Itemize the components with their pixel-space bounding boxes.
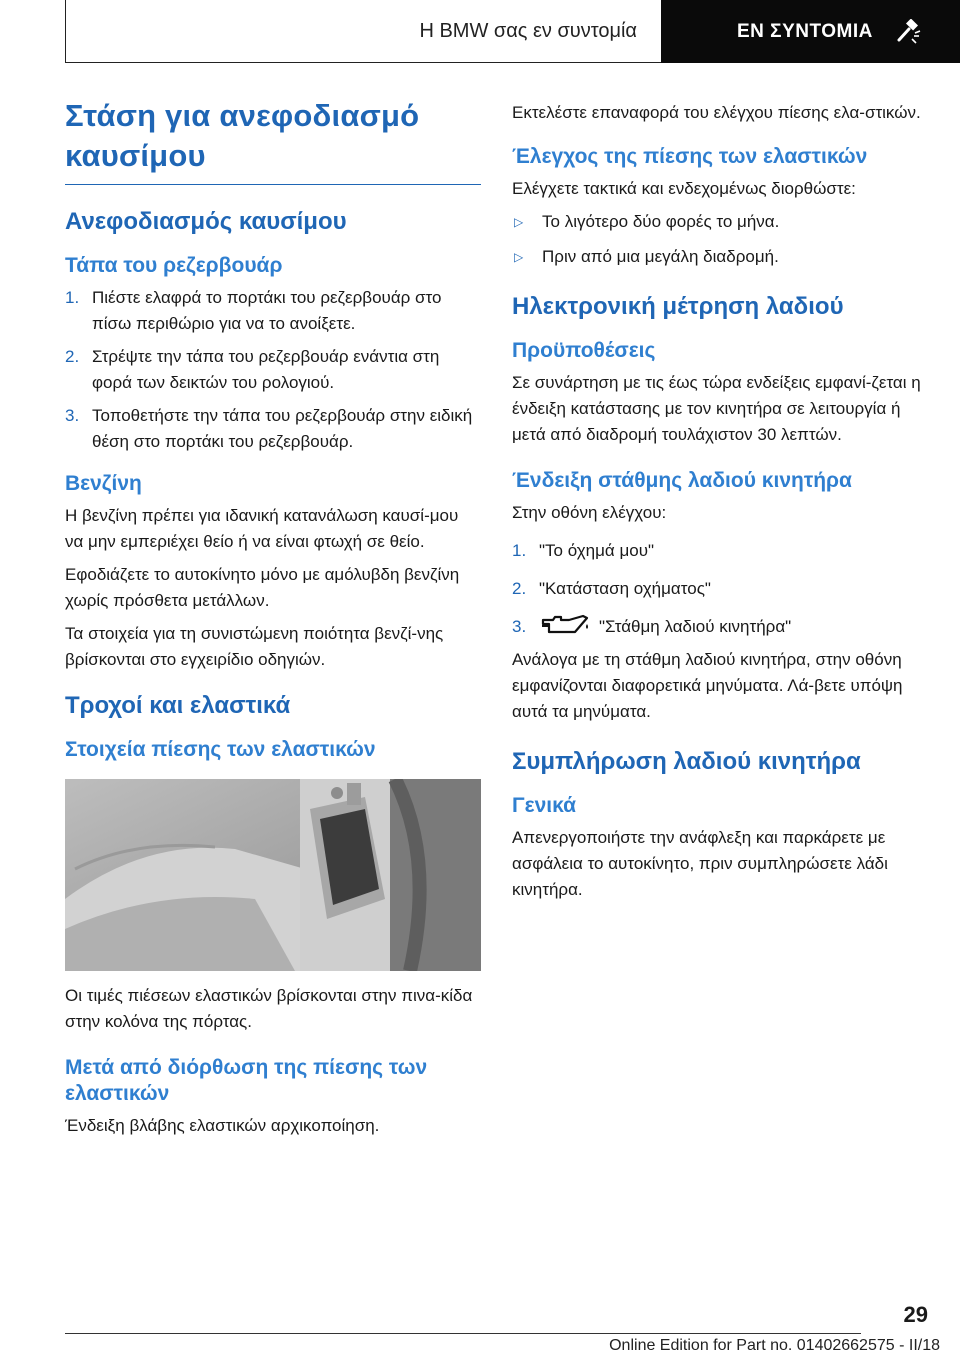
oil-level-steps <box>512 538 926 640</box>
fuel-cap-steps <box>65 285 481 455</box>
section-heading-oil-measurement: Ηλεκτρονική μέτρηση λαδιού <box>512 293 844 320</box>
subheading-after-correction: Μετά από διόρθωση της πίεσης των ελαστικών <box>65 1056 428 1105</box>
after-correction-text: Ένδειξη βλάβης ελαστικών αρχικοποίηση. <box>65 1116 380 1135</box>
door-pillar-photo <box>65 779 481 971</box>
section-heading-wheels: Τροχοί και ελαστικά <box>65 692 291 719</box>
prerequisites-text: Σε συνάρτηση με τις έως τώρα ενδείξεις εμφανί-ζεται η ένδειξη κατάστασης με τον κινητήρα σε λειτουργία ή μετά από διαδρομή τουλάχιστον 30 λεπτών. <box>512 373 921 444</box>
header-chapter-label: ΕΝ ΣΥΝΤΟΜΙΑ <box>737 20 873 42</box>
right-column <box>512 100 926 910</box>
list-item: 1. "Το όχημά μου" <box>512 541 655 560</box>
list-item: 2. Στρέψτε την τάπα του ρεζερβουάρ ενάντια στη φορά των δεικτών του ρολογιού. <box>65 347 440 392</box>
triangle-bullet-icon: ▷ <box>514 250 524 264</box>
subheading-petrol: Βενζίνη <box>65 472 142 495</box>
oil-can-icon <box>539 614 591 636</box>
list-item: 1. Πιέστε ελαφρά το πορτάκι του ρεζερβουάρ στο πίσω περιθώριο για να το ανοίξετε. <box>65 288 442 333</box>
list-item: ▷ Το λιγότερο δύο φορές το μήνα. <box>512 209 926 235</box>
photo-caption: Οι τιμές πιέσεων ελαστικών βρίσκονται στην πινα-κίδα στην κολόνα της πόρτας. <box>65 986 473 1031</box>
reset-paragraph: Εκτελέστε επαναφορά του ελέγχου πίεσης ελα-στικών. <box>512 103 921 122</box>
header-chapter-tab <box>661 0 960 63</box>
general-text: Απενεργοποιήστε την ανάφλεξη και παρκάρετε με ασφάλεια το αυτοκίνητο, πριν συμπληρώσετε λάδι κινητήρα. <box>512 828 888 899</box>
pressure-check-text: Ελέγχετε τακτικά και ενδεχομένως διορθώστε: <box>512 179 856 198</box>
subheading-prerequisites: Προϋποθέσεις <box>512 339 656 362</box>
subheading-oil-level-display: Ένδειξη στάθμης λαδιού κινητήρα <box>512 469 852 492</box>
oil-level-intro: Στην οθόνη ελέγχου: <box>512 503 667 522</box>
subheading-general: Γενικά <box>512 794 577 817</box>
subheading-pressure-check: Έλεγχος της πίεσης των ελαστικών <box>512 145 868 168</box>
list-item: 2. "Κατάσταση οχήματος" <box>512 579 711 598</box>
petrol-paragraph-2: Εφοδιάζετε το αυτοκίνητο μόνο με αμόλυβδη βενζίνη χωρίς πρόσθετα μετάλλων. <box>65 565 460 610</box>
page-number: 29 <box>903 1302 928 1327</box>
petrol-paragraph-3: Τα στοιχεία για τη συνιστώμενη ποιότητα βενζί-νης βρίσκονται στο εγχειρίδιο οδηγιών. <box>65 624 444 669</box>
section-heading-fuel: Ανεφοδιασμός καυσίμου <box>65 208 347 235</box>
section-heading-oil-topup: Συμπλήρωση λαδιού κινητήρα <box>512 748 861 775</box>
header-section-title: Η BMW σας εν συντομία <box>419 20 637 42</box>
subheading-tire-pressure-data: Στοιχεία πίεσης των ελαστικών <box>65 738 376 761</box>
left-column <box>65 96 481 1146</box>
petrol-paragraph-1: Η βενζίνη πρέπει για ιδανική κατανάλωση καυσί-μου να μην εμπεριέχει θείο ή να είναι φτωχή σε θείο. <box>65 506 459 551</box>
hammer-icon <box>895 19 921 45</box>
list-item: 3. Τοποθετήστε την τάπα του ρεζερβουάρ στην ειδική θέση στο πορτάκι του ρεζερβουάρ. <box>65 406 473 451</box>
pressure-check-list <box>512 209 926 270</box>
page-title: Στάση για ανεφοδιασμό καυσίμου <box>65 96 481 185</box>
subheading-fuel-cap: Τάπα του ρεζερβουάρ <box>65 254 283 277</box>
footer-edition: Online Edition for Part no. 01402662575 - II/18 <box>609 1337 940 1354</box>
triangle-bullet-icon: ▷ <box>514 215 524 229</box>
list-item: ▷ Πριν από μια μεγάλη διαδρομή. <box>512 244 926 270</box>
list-item: 3. "Στάθμη λαδιού κινητήρα" <box>512 614 926 640</box>
oil-level-messages: Ανάλογα με τη στάθμη λαδιού κινητήρα, στην οθόνη εμφανίζονται διαφορετικά μηνύματα. Λά-βετε υπόψη αυτά τα μηνύματα. <box>512 650 903 721</box>
footer-divider <box>65 1333 861 1334</box>
